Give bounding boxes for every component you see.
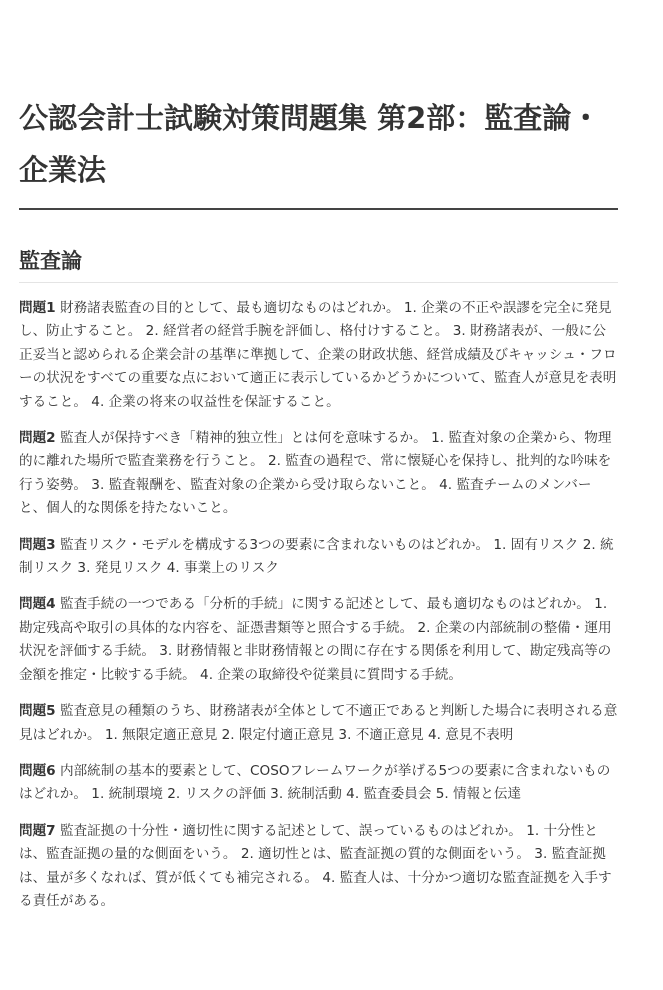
question-text: 監査人が保持すべき「精神的独立性」とは何を意味するか。 1. 監査対象の企業から、物理的に離れた場所で監査業務を行うこと。 2. 監査の過程で、常に懐疑心を保持し、批判的な吟味を行う姿勢。 3. 監査報酬を、監査対象の企業から受け取らないこと。 4. 監査チームのメンバーと、個人的な関係を持たないこと。 [19,430,612,517]
question-3 [19,534,618,581]
question-6 [19,760,618,807]
question-label: 問題3 [19,536,56,553]
document-title: 公認会計士試験対策問題集 第2部：監査論・企業法 [19,0,618,210]
question-text: 財務諸表監査の目的として、最も適切なものはどれか。 1. 企業の不正や誤謬を完全に発見し、防止すること。 2. 経営者の経営手腕を評価し、格付けすること。 3. 財務諸表が、一般に公正妥当と認められる企業会計の基準に準拠して、企業の財政状態、経営成績及びキャッシュ・フローの状況をすべての重要な点において適正に表示しているかどうかについて、監査人が意見を表明すること。 4. 企業の将来の収益性を保証すること。 [19,300,617,410]
question-label: 問題4 [19,596,56,613]
question-label: 問題7 [19,822,56,839]
question-label: 問題5 [19,703,56,720]
question-2 [19,427,618,521]
question-text: 内部統制の基本的要素として、COSOフレームワークが挙げる5つの要素に含まれないものはどれか。 1. 統制環境 2. リスクの評価 3. 統制活動 4. 監査委員会 5. 情報と伝達 [19,762,611,803]
question-4 [19,593,618,687]
section-heading: 監査論 [19,246,618,283]
question-text: 監査意見の種類のうち、財務諸表が全体として不適正であると判断した場合に表明される意見はどれか。 1. 無限定適正意見 2. 限定付適正意見 3. 不適正意見 4. 意見不表明 [19,703,618,743]
question-text: 監査証拠の十分性・適切性に関する記述として、誤っているものはどれか。 1. 十分性とは、監査証拠の量的な側面をいう。 2. 適切性とは、監査証拠の質的な側面をいう。 3. 監査証拠は、量が多くなれば、質が低くても補完される。 4. 監査人は、十分かつ適切な監査証拠を入手する責任がある。 [19,822,612,909]
question-5 [19,700,618,747]
question-label: 問題6 [19,762,56,779]
question-1 [19,297,618,414]
question-text: 監査手続の一つである「分析的手続」に関する記述として、最も適切なものはどれか。 1. 勘定残高や取引の具体的な内容を、証憑書類等と照合する手続。 2. 企業の内部統制の整備・運用状況を評価する手続。 3. 財務情報と非財務情報との間に存在する関係を利用して、勘定残高等の金額を推定・比較する手続。 4. 企業の取締役や従業員に質問する手続。 [19,596,612,683]
question-label: 問題1 [19,300,56,316]
question-label: 問題2 [19,430,56,447]
section-auditing [19,246,618,913]
question-text: 監査リスク・モデルを構成する3つの要素に含まれないものはどれか。 1. 固有リスク 2. 統制リスク 3. 発見リスク 4. 事業上のリスク [19,536,614,577]
question-7 [19,820,618,914]
